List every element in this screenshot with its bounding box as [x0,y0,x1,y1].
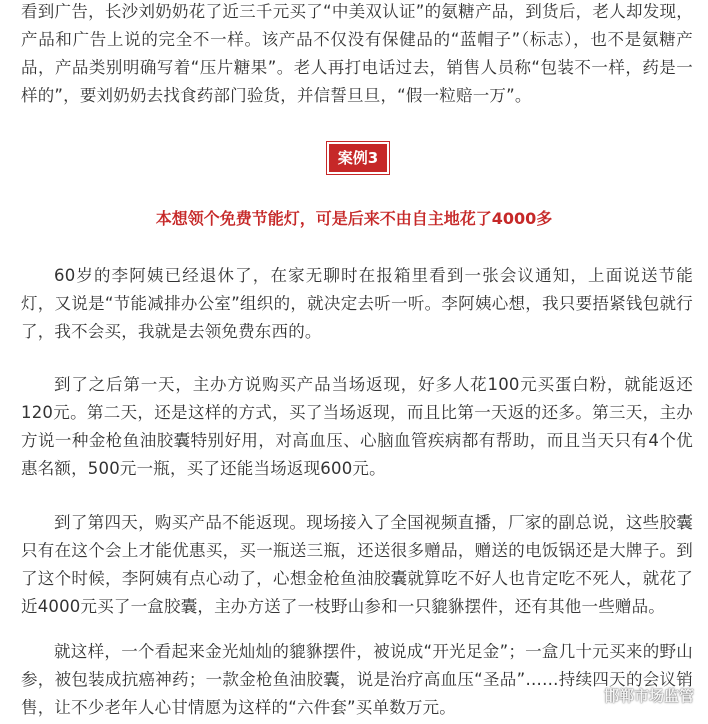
paragraph-day-one-three: 到了之后第一天，主办方说购买产品当场返现，好多人花100元买蛋白粉，就能返还120元。第二天，还是这样的方式，买了当场返现，而且比第一天返的还多。第三天，主办方说一种金枪鱼油胶囊特别好用，对高血压、心脑血管疾病都有帮助，而且当天只有4个优惠名额，500元一瓶，买了还能当场返现600元。 [21,375,693,478]
watermark [574,683,694,707]
paragraph-day-four: 到了第四天，购买产品不能返现。现场接入了全国视频直播，厂家的副总说，这些胶囊只有在这个会上才能优惠买，买一瓶送三瓶，还送很多赠品，赠送的电饭锅还是大牌子。到了这个时候，李阿姨有点心动了，心想金枪鱼油胶囊就算吃不好人也肯定吃不死人，就花了近4000元买了一盒胶囊，主办方送了一枝野山参和一只貔貅摆件，还有其他一些赠品。 [21,513,693,616]
watermark-text: 邯郸市场监管 [603,686,694,705]
paragraph-conclusion: 就这样，一个看起来金光灿灿的貔貅摆件，被说成“开光足金”；一盒几十元买来的野山参，被包装成抗癌神药；一款金枪鱼油胶囊，说是治疗高血压“圣品”……持续四天的会议销售，让不少老年人心甘情愿为这样的“六件套”买单数万元。 [21,642,693,717]
paragraph-intro: 看到广告，长沙刘奶奶花了近三千元买了“中美双认证”的氨糖产品，到货后，老人却发现，产品和广告上说的完全不一样。该产品不仅没有保健品的“蓝帽子”（标志），也不是氨糖产品，产品类别明确写着“压片糖果”。老人再打电话过去，销售人员称“包装不一样，药是一样的”，要刘奶奶去找食药部门验货，并信誓旦旦，“假一粒赔一万”。 [21,2,693,105]
case-label-badge: 案例3 [327,142,389,174]
case-subtitle: 本想领个免费节能灯，可是后来不由自主地花了4000多 [155,209,553,228]
paragraph-case-intro: 60岁的李阿姨已经退休了，在家无聊时在报箱里看到一张会议通知，上面说送节能灯，又说是“节能减排办公室”组织的，就决定去听一听。李阿姨心想，我只要捂紧钱包就行了，我不会买，我就是去领免费东西的。 [21,266,693,341]
wechat-icon [574,685,598,705]
